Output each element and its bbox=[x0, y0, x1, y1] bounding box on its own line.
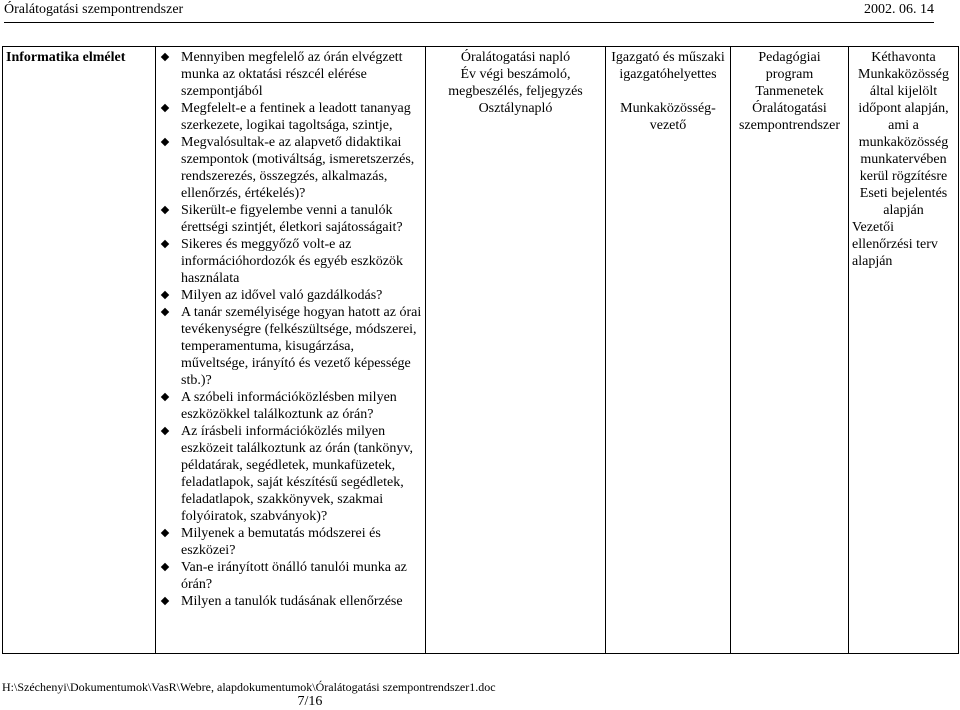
criteria-list bbox=[159, 49, 422, 610]
basis-item: Pedagógiai program bbox=[758, 50, 821, 82]
list-item: Sikerült-e figyelembe venni a tanulók érettségi szintjét, életkori sajátosságait? bbox=[181, 202, 422, 236]
frequency-item: Eseti bejelentés alapján bbox=[859, 186, 948, 218]
list-item: A tanár személyisége hogyan hatott az órai tevékenységre (felkészültsége, módszerei, temperamentuma, kisugárzása, műveltsége, irányító és vezető képessége stb.)? bbox=[181, 305, 422, 388]
frequency-cell bbox=[849, 47, 959, 654]
basis-cell bbox=[731, 47, 849, 654]
frequency-item: Kéthavonta bbox=[871, 50, 936, 65]
document-item: Osztálynapló bbox=[478, 101, 553, 116]
list-item: Milyen a tanulók tudásának ellenőrzése bbox=[181, 593, 422, 610]
list-item: Az írásbeli információközlés milyen eszközeit találkoztunk az órán (tankönyv, példatárak, segédletek, munkafüzetek, feladatlapok, saját készítésű segédletek, feladatlapok, szakkönyvek, szakmai folyóiratok, szabványok)? bbox=[181, 423, 422, 525]
list-item: Sikeres és meggyőző volt-e az információhordozók és egyéb eszközök használata bbox=[181, 236, 422, 287]
documents-cell bbox=[426, 47, 606, 654]
basis-item: Óralátogatási szempontrendszer bbox=[738, 101, 841, 133]
evaluation-table bbox=[2, 46, 959, 654]
header-title: Óralátogatási szempontrendszer bbox=[4, 2, 184, 17]
file-path: H:\Széchenyi\Dokumentumok\VasR\Webre, alapdokumentumok\Óralátogatási szempontrendszer1.doc bbox=[2, 680, 496, 694]
responsible-item: Munkaközösség-vezető bbox=[620, 101, 716, 133]
page-number: 7/16 bbox=[297, 694, 323, 709]
responsible-cell bbox=[606, 47, 731, 654]
frequency-item: Vezetői ellenőrzési terv alapján bbox=[852, 220, 938, 269]
table-row bbox=[3, 47, 959, 654]
basis-item: Tanmenetek bbox=[755, 84, 824, 99]
subject-cell bbox=[3, 47, 156, 654]
list-item: Megfelelt-e a fentinek a leadott tananyag szerkezete, logikai tagoltsága, szintje, bbox=[181, 100, 422, 134]
list-item: A szóbeli információközlésben milyen eszközökkel találkoztunk az órán? bbox=[181, 389, 422, 423]
document-item: Óralátogatási napló bbox=[460, 50, 571, 65]
responsible-item: Igazgató és műszaki igazgatóhelyettes bbox=[611, 50, 725, 82]
list-item: Mennyiben megfelelő az órán elvégzett munka az oktatási részcél elérése szempontjából bbox=[181, 49, 422, 100]
list-item: Milyen az idővel való gazdálkodás? bbox=[181, 287, 422, 304]
criteria-cell bbox=[156, 47, 426, 654]
document-item: Év végi beszámoló, megbeszélés, feljegyzés bbox=[448, 67, 583, 99]
header-date: 2002. 06. 14 bbox=[864, 2, 934, 17]
page-header bbox=[4, 2, 934, 23]
responsible-spacer bbox=[609, 83, 727, 100]
subject-label: Informatika elmélet bbox=[6, 50, 126, 65]
frequency-item: Munkaközösség által kijelölt időpont alapján, ami a munkaközösség munkatervében kerül rögzítésre bbox=[858, 67, 949, 184]
list-item: Megvalósultak-e az alapvető didaktikai szempontok (motiváltság, ismeretszerzés, rendszerezés, összegzés, alkalmazás, ellenőrzés, értékelés)? bbox=[181, 134, 422, 202]
list-item: Van-e irányított önálló tanulói munka az órán? bbox=[181, 559, 422, 593]
list-item: Milyenek a bemutatás módszerei és eszközei? bbox=[181, 525, 422, 559]
